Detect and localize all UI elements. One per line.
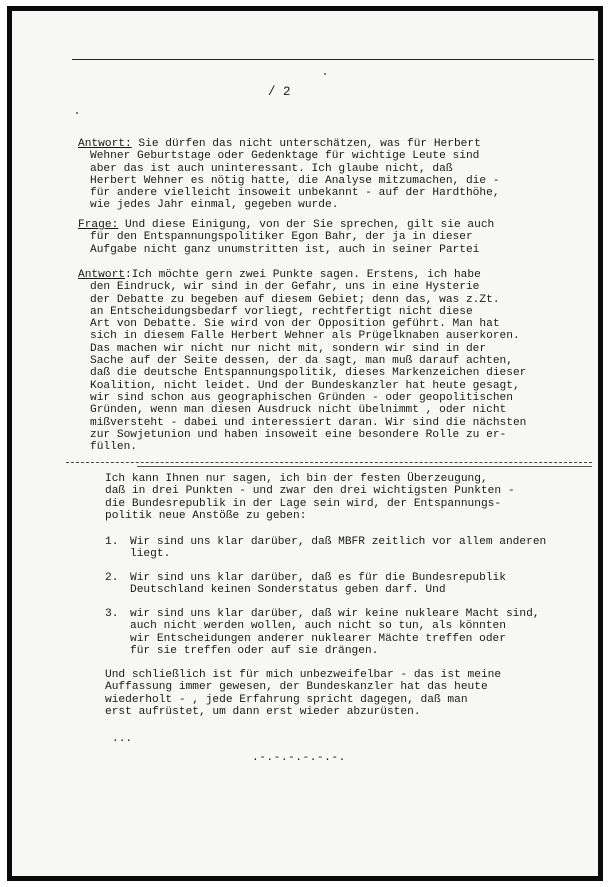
speaker-label: Antwort:: [78, 138, 132, 150]
text-line: daß in drei Punkten - und zwar den drei wichtigsten Punkten -: [105, 485, 515, 498]
text-line: Wir sind uns klar darüber, daß MBFR zeitlich vor allem anderen: [130, 536, 547, 548]
text-line: Und diese Einigung, von der Sie sprechen, gilt sie auch: [118, 219, 495, 231]
point-number: 1.: [105, 536, 119, 548]
text-line: sich in diesem Falle Herbert Wehner als Prügelknaben auserkoren.: [90, 330, 520, 343]
document-page: [7, 6, 603, 881]
text-line: erst aufrüstet, um dann erst wieder abzurüsten.: [105, 705, 421, 718]
point-1: [105, 536, 546, 561]
page-number: / 2: [268, 85, 291, 99]
page-break-rule: [137, 466, 592, 467]
text-line: liegt.: [130, 548, 171, 561]
text-line: zur Sowjetunion und haben insoweit eine besondere Rolle zu er-: [90, 428, 507, 441]
text-line: aber das ist auch uninteressant. Ich glaube nicht, daß: [90, 162, 453, 175]
text-line: wir sind uns klar darüber, daß wir keine nukleare Macht sind,: [130, 608, 540, 620]
text-line: mißversteht - dabei und interessiert daran. Wir sind die nächsten: [90, 416, 527, 429]
text-line: auch nicht werden wollen, auch nicht so tun, als könnten: [130, 620, 506, 633]
text-line: Aufgabe nicht ganz unumstritten ist, auch in seiner Partei: [90, 243, 480, 256]
question-block: [78, 219, 494, 256]
text-line: Deutschland keinen Sonderstatus geben darf. Und: [130, 584, 446, 597]
text-line: Koalition, nicht leidet. Und der Bundeskanzler hat heute gesagt,: [90, 379, 520, 392]
text-line: Und schließlich ist für mich unbezweifelbar - das ist meine: [105, 669, 502, 681]
text-line: Das machen wir nicht nur nicht mit, sondern wir sind in der: [90, 342, 487, 355]
text-line: für andere vielleicht insoweit unbekannt - auf der Hardthöhe,: [90, 187, 500, 200]
text-line: :Ich möchte gern zwei Punkte sagen. Erstens, ich habe: [125, 269, 481, 281]
point-number: 2.: [105, 572, 119, 584]
speaker-label: Antwort: [78, 269, 125, 281]
point-2: [105, 572, 506, 597]
text-line: Wir sind uns klar darüber, daß es für die Bundesrepublik: [130, 572, 506, 584]
text-line: Wehner Geburtstage oder Gedenktage für wichtige Leute sind: [90, 150, 480, 163]
closing-paragraph: [105, 669, 501, 718]
text-line: wir Entscheidungen anderer nuklearer Mächte treffen oder: [130, 632, 506, 645]
ellipsis: ...: [112, 733, 133, 745]
text-line: füllen.: [90, 441, 137, 454]
point-3: [105, 608, 540, 657]
text-line: Sie dürfen das nicht unterschätzen, was für Herbert: [131, 138, 481, 150]
page-break-rule: [66, 462, 592, 463]
text-line: Sache auf der Seite dessen, der da sagt, man muß darauf achten,: [90, 355, 513, 368]
text-line: wir sind schon aus geographischen Gründen - oder geopolitischen: [90, 391, 513, 404]
text-line: Gründen, wenn man diesen Ausdruck nicht übelnimmt , oder nicht: [90, 404, 507, 417]
text-line: die Bundesrepublik in der Lage sein wird, der Entspannungs-: [105, 497, 502, 510]
text-line: Herbert Wehner es nötig hatte, die Analyse mitzumachen, die -: [90, 174, 500, 187]
answer-block-1: [78, 138, 500, 212]
text-line: Ich kann Ihnen nur sagen, ich bin der festen Überzeugung,: [105, 473, 488, 485]
text-line: daß die deutsche Entspannungspolitik, dieses Markenzeichen dieser: [90, 367, 527, 380]
text-line: für den Entspannungspolitiker Egon Bahr, der ja in dieser: [90, 231, 473, 244]
continuation-paragraph: [105, 473, 515, 522]
text-line: politik neue Anstöße zu geben:: [105, 509, 307, 522]
text-line: der Debatte zu begeben auf diesem Gebiet; denn das, was z.Zt.: [90, 293, 500, 306]
point-number: 3.: [105, 608, 119, 620]
text-line: wie jedes Jahr einmal, gegeben wurde.: [90, 199, 339, 212]
top-rule: [72, 59, 594, 60]
text-line: für sie treffen oder auf sie drängen.: [130, 644, 379, 657]
text-line: Art von Debatte. Sie wird von der Opposition geführt. Man hat: [90, 318, 500, 331]
text-line: Auffassung immer gewesen, der Bundeskanzler hat das heute: [105, 681, 488, 694]
text-line: wiederholt - , jede Erfahrung spricht dagegen, daß man: [105, 693, 468, 706]
scan-speck: [324, 73, 326, 75]
end-mark: .-.-.-.-.-.-.: [252, 752, 346, 764]
speaker-label: Frage:: [78, 219, 119, 231]
text-line: an Entscheidungsbedarf vorliegt, rechtfertigt nicht diese: [90, 305, 473, 318]
answer-block-2: [78, 269, 526, 453]
text-line: den Eindruck, wir sind in der Gefahr, uns in eine Hysterie: [90, 281, 480, 294]
scan-speck: [76, 112, 78, 114]
